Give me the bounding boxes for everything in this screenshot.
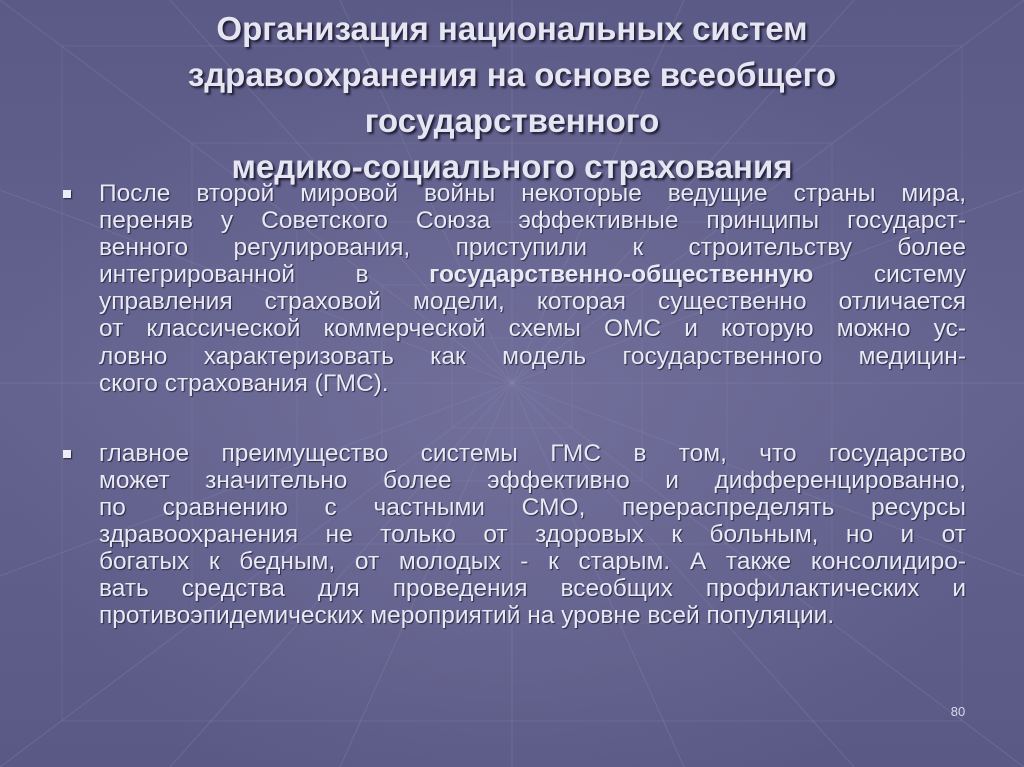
paragraph-line: ловно характеризовать как модель государственного медицин- (99, 342, 966, 370)
paragraph-line: переняв у Советского Союза эффективные принципы государст- (99, 207, 966, 235)
paragraph-line: ского страхования (ГМС). (99, 369, 389, 397)
bullet-item-gms-advantage (58, 440, 966, 630)
square-bullet-icon (63, 190, 71, 198)
paragraph-line: богатых к бедным, от молодых - к старым. А также консолидиро- (99, 548, 966, 576)
paragraph-line: вать средства для проведения всеобщих профилактических и (99, 575, 966, 603)
paragraph-line: от классической коммерческой схемы ОМС и которую можно ус- (99, 315, 966, 343)
paragraph-line: по сравнению с частными СМО, перераспределять ресурсы (99, 493, 966, 521)
paragraph-line: венного регулирования, приступили к строительству более (99, 234, 966, 262)
title-line: государственного (364, 102, 660, 139)
title-line: Организация национальных систем (216, 10, 808, 47)
square-bullet-icon (63, 450, 71, 458)
paragraph-line: может значительно более эффективно и дифференцированно, (99, 466, 966, 494)
line-text: интегрированной в (99, 261, 430, 289)
title-line: медико-социального страхования (231, 148, 793, 185)
line-text: систему (813, 261, 967, 289)
paragraph-line: управления страховой модели, которая существенно отличается (99, 288, 966, 316)
emphasis-text: государственно-общественную (429, 261, 814, 289)
page-number: 80 (950, 704, 966, 719)
bullet-item-postwar (58, 180, 966, 397)
paragraph-line: главное преимущество системы ГМС в том, что государство (99, 439, 966, 467)
title-line: здравоохранения на основе всеобщего (187, 56, 837, 93)
paragraph-line: После второй мировой войны некоторые ведущие страны мира, (99, 180, 966, 207)
slide-title (40, 6, 984, 190)
bullet-paragraph (99, 180, 966, 397)
bullet-list (58, 180, 966, 629)
paragraph-line (99, 261, 966, 288)
paragraph-line: здравоохранения не только от здоровых к больным, но и от (99, 521, 966, 549)
bullet-paragraph (99, 440, 966, 630)
paragraph-line: противоэпидемических мероприятий на уровне всей популяции. (99, 602, 835, 630)
